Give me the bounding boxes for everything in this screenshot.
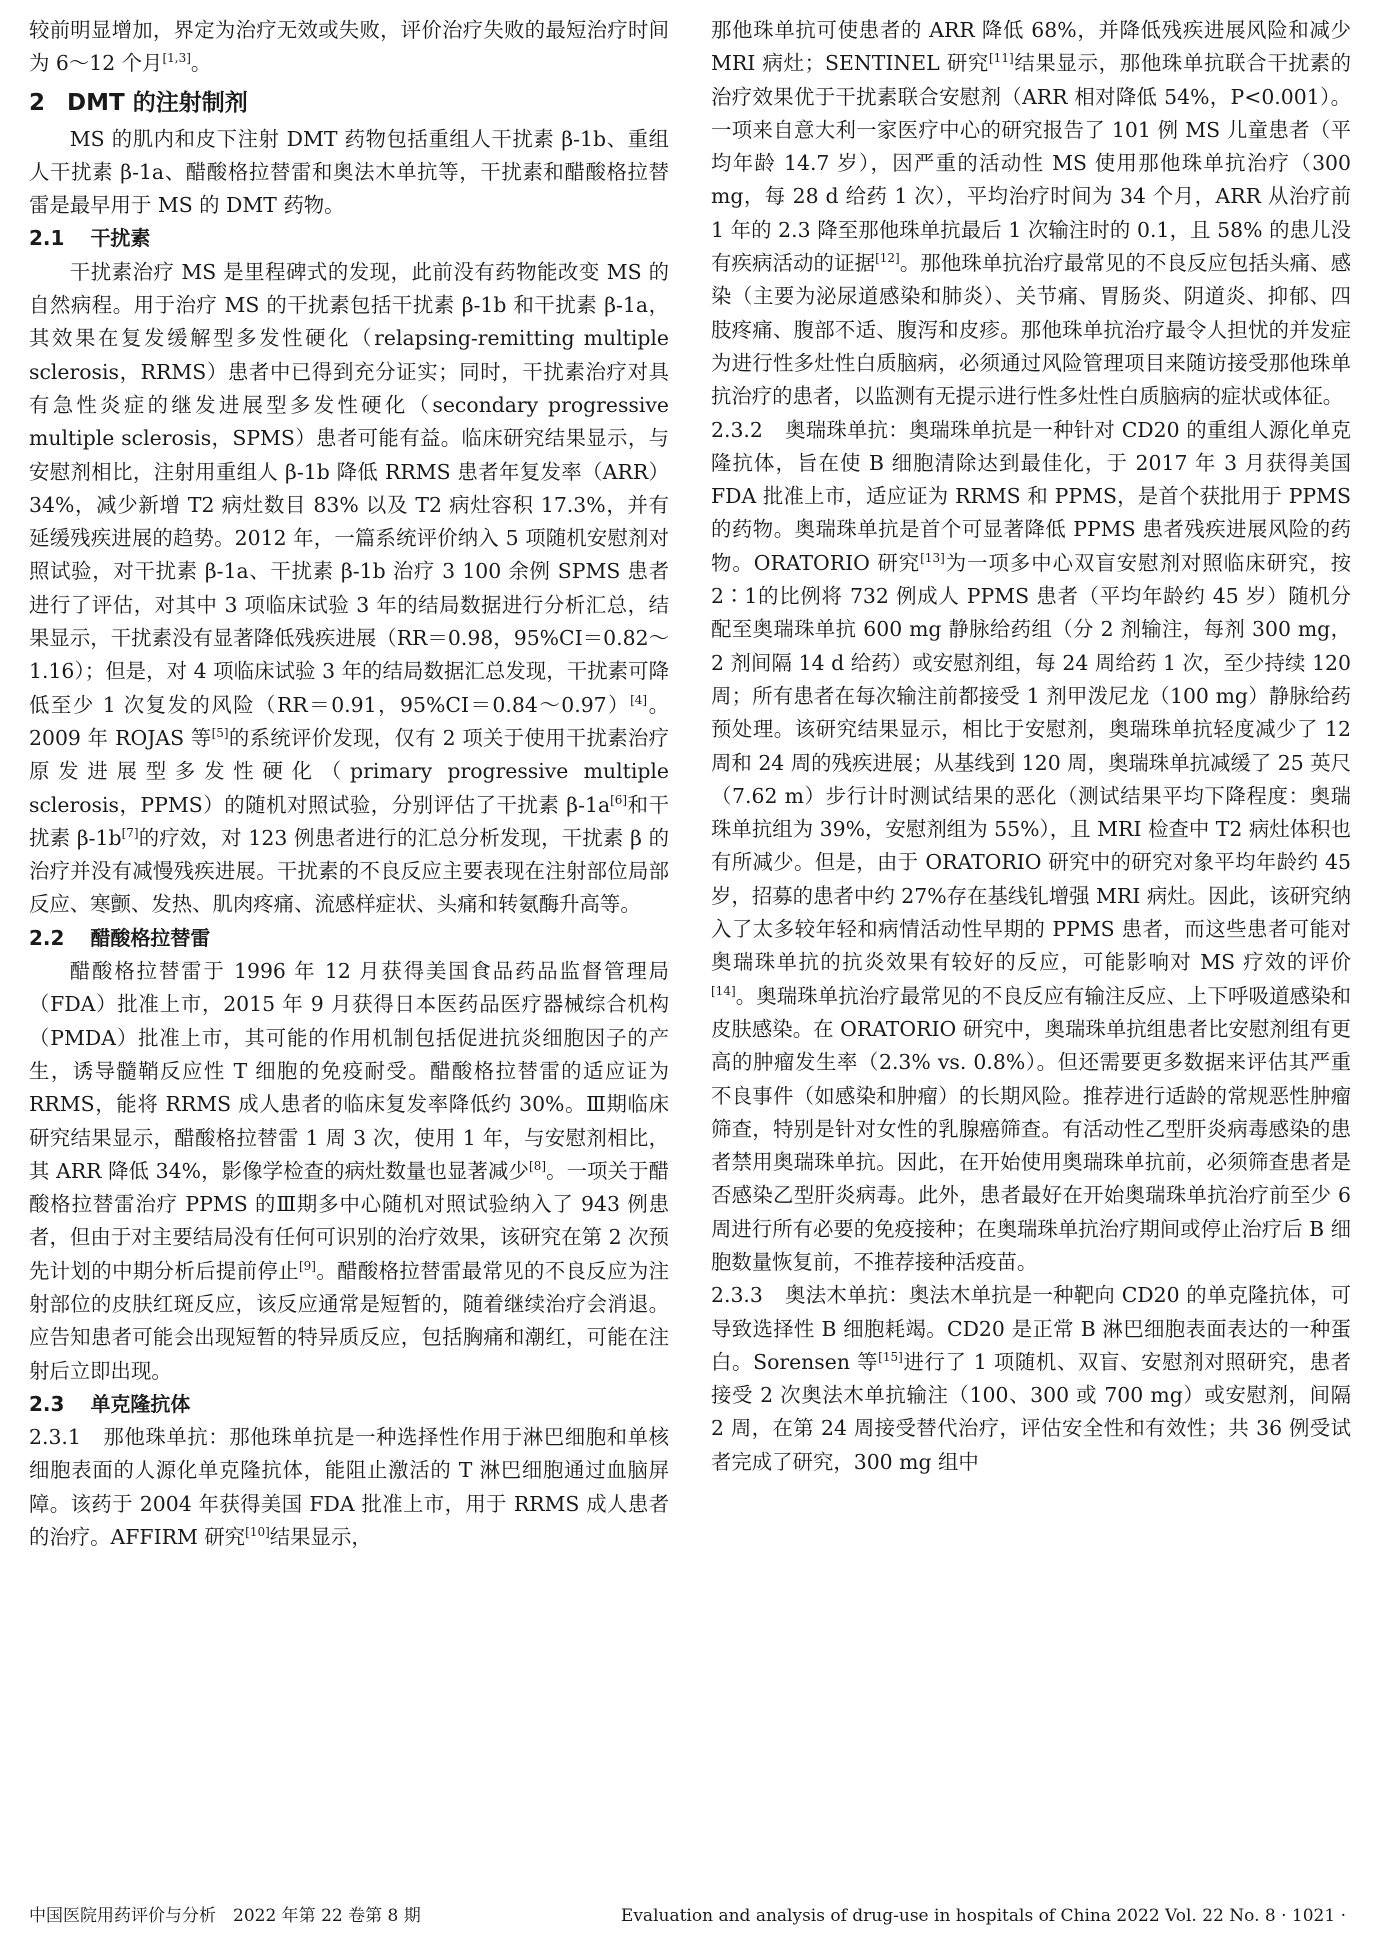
paragraph-interferon <box>29 256 669 922</box>
section-number: 2.3 <box>29 1391 65 1416</box>
text: 醋酸格拉替雷于 1996 年 12 月获得美国食品药品监督管理局（FDA）批准上市，2015 年 9 月获得日本医药品医疗器械综合机构（PMDA）批准上市，其可能的作用机制包括促进抗炎细胞因子的产生，诱导髓鞘反应性 T 细胞的免疫耐受。醋酸格拉替雷的适应证为 RRMS，能将 RRMS 成人患者的临床复发率降低约 30%。Ⅲ期临床研究结果显示，醋酸格拉替雷 1 周 3 次，使用 1 年，与安慰剂相比，其 ARR 降低 34%，影像学检查的病灶数量也显著减少 <box>29 959 669 1183</box>
text: 较前明显增加，界定为治疗无效或失败，评价治疗失败的最短治疗时间为 6～12 个月 <box>29 18 669 76</box>
citation: [13] <box>920 550 945 565</box>
right-column <box>711 14 1351 1479</box>
journal-name-cn: 中国医院用药评价与分析 2022 年第 22 卷第 8 期 <box>29 1906 421 1926</box>
section-number: 2.2 <box>29 925 65 950</box>
paragraph-dmt-intro: MS 的肌内和皮下注射 DMT 药物包括重组人干扰素 β-1b、重组人干扰素 β-1a、醋酸格拉替雷和奥法木单抗等，干扰素和醋酸格拉替雷是最早用于 MS 的 DMT 药物。 <box>29 126 669 218</box>
paragraph-ocrelizumab <box>711 414 1351 1280</box>
citation: [7] <box>121 826 139 841</box>
citation: [10] <box>245 1525 270 1540</box>
paragraph-natalizumab-cont <box>711 14 1351 414</box>
paragraph-natalizumab <box>29 1421 669 1554</box>
journal-name-en-page-number: Evaluation and analysis of drug-use in hospitals of China 2022 Vol. 22 No. 8 · 1021 · <box>620 1906 1346 1926</box>
text: 。2009 年 ROJAS 等 <box>29 692 670 750</box>
citation: [11] <box>989 51 1014 66</box>
page-footer <box>29 1902 1346 1930</box>
citation: [14] <box>711 983 736 998</box>
text: 和干扰素 β-1b <box>29 792 669 850</box>
subsection-number: 2.3.2 <box>711 417 763 442</box>
citation: [1,3] <box>162 51 191 66</box>
citation: [12] <box>875 251 900 266</box>
section-title: 醋酸格拉替雷 <box>90 925 211 950</box>
text: 结果显示， <box>269 1525 372 1550</box>
text: 的系统评价发现，仅有 2 项关于使用干扰素治疗原发进展型多发性硬化（primary progressive multiple sclerosis，PPMS）的随机对照试验，分别评估了干扰素 β-1a <box>29 725 669 817</box>
citation: [15] <box>878 1350 903 1365</box>
citation: [4] <box>630 692 648 707</box>
paragraph-glatiramer <box>29 955 669 1388</box>
section-title: 单克隆抗体 <box>90 1391 191 1416</box>
paragraph-ofatumumab <box>711 1279 1351 1479</box>
subsection-number: 2.3.3 <box>711 1283 763 1308</box>
citation: [6] <box>610 792 628 807</box>
section-number: 2 <box>29 89 46 116</box>
text: 。奥瑞珠单抗治疗最常见的不良反应有输注反应、上下呼吸道感染和皮肤感染。在 ORATORIO 研究中，奥瑞珠单抗组患者比安慰剂组有更高的肿瘤发生率（2.3% vs. 0.8%）。但还需要更多数据来评估其严重不良事件（如感染和肿瘤）的长期风险。推荐进行适龄的常规恶性肿瘤筛查，特别是针对女性的乳腺癌筛查。有活动性乙型肝炎病毒感染的患者禁用奥瑞珠单抗。因此，在开始使用奥瑞珠单抗前，必须筛查患者是否感染乙型肝炎病毒。此外，患者最好在开始奥瑞珠单抗治疗前至少 6 周进行所有必要的免疫接种；在奥瑞珠单抗治疗期间或停止治疗后 B 细胞数量恢复前，不推荐接种活疫苗。 <box>711 983 1351 1274</box>
citation: [9] <box>298 1258 316 1273</box>
text: 那他珠单抗：那他珠单抗是一种选择性作用于淋巴细胞和单核细胞表面的人源化单克隆抗体，能阻止激活的 T 淋巴细胞通过血脑屏障。该药于 2004 年获得美国 FDA 批准上市，用于 RRMS 成人患者的治疗。AFFIRM 研究 <box>29 1425 669 1550</box>
section-number: 2.1 <box>29 226 65 251</box>
text: 进行了 1 项随机、双盲、安慰剂对照研究，患者接受 2 次奥法木单抗输注（100、300 或 700 mg）或安慰剂，间隔 2 周，在第 24 周接受替代治疗，评估安全性和有效性；共 36 例受试者完成了研究，300 mg 组中 <box>711 1349 1351 1474</box>
text: 。那他珠单抗治疗最常见的不良反应包括头痛、感染（主要为泌尿道感染和肺炎）、关节痛、胃肠炎、阴道炎、抑郁、四肢疼痛、腹部不适、腹泻和皮疹。那他珠单抗治疗最令人担忧的并发症为进行性多灶性白质脑病，必须通过风险管理项目来随访接受那他珠单抗治疗的患者，以监测有无提示进行性多灶性白质脑病的症状或体征。 <box>711 251 1352 409</box>
left-column <box>29 14 669 1554</box>
subsection-number: 2.3.1 <box>29 1425 81 1450</box>
text: 奥瑞珠单抗：奥瑞珠单抗是一种针对 CD20 的重组人源化单克隆抗体，旨在使 B 细胞清除达到最佳化，于 2017 年 3 月获得美国 FDA 批准上市，适应证为 RRMS 和 PPMS，是首个获批用于 PPMS 的药物。奥瑞珠单抗是首个可显著降低 PPMS 患者残疾进展风险的药物。ORATORIO 研究 <box>711 417 1351 575</box>
citation: [8] <box>529 1159 547 1173</box>
text: 为一项多中心双盲安慰剂对照临床研究，按 2∶1的比例将 732 例成人 PPMS 患者（平均年龄约 45 岁）随机分配至奥瑞珠单抗 600 mg 静脉给药组（分 2 剂输注，每剂 300 mg，2 剂间隔 14 d 给药）或安慰剂组，每 24 周给药 1 次，至少持续 120 周；所有患者在每次输注前都接受 1 剂甲泼尼龙（100 mg）静脉给药预处理。该研究结果显示，相比于安慰剂，奥瑞珠单抗轻度减少了 12 周和 24 周的残疾进展；从基线到 120 周，奥瑞珠单抗减缓了 25 英尺（7.62 m）步行计时测试结果的恶化（测试结果平均下降程度：奥瑞珠单抗组为 39%，安慰剂组为 55%），且 MRI 检查中 T2 病灶体积也有所减少。但是，由于 ORATORIO 研究中的研究对象平均年龄约 45 岁，招募的患者中约 27%存在基线钆增强 MRI 病灶。因此，该研究纳入了太多较年轻和病情活动性早期的 PPMS 患者，而这些患者可能对奥瑞珠单抗的抗炎效果有较好的反应，可能影响对 MS 疗效的评价 <box>711 550 1351 975</box>
section-heading-2 <box>29 85 669 121</box>
section-title: 干扰素 <box>90 226 151 251</box>
section-heading-2-2 <box>29 922 669 955</box>
text: 的疗效，对 123 例患者进行的汇总分析发现，干扰素 β 的治疗并没有减慢残疾进展。干扰素的不良反应主要表现在注射部位局部反应、寒颤、发热、肌肉疼痛、流感样症状、头痛和转氨酶升高等。 <box>29 825 670 917</box>
section-heading-2-1 <box>29 222 669 255</box>
paragraph-continuation <box>29 14 669 81</box>
text: 那他珠单抗可使患者的 ARR 降低 68%，并降低残疾进展风险和减少 MRI 病灶；SENTINEL 研究 <box>711 18 1351 76</box>
text: 结果显示，那他珠单抗联合干扰素的治疗效果优于干扰素联合安慰剂（ARR 相对降低 54%，P<0.001）。一项来自意大利一家医疗中心的研究报告了 101 例 MS 儿童患者（平均年龄 14.7 岁），因严重的活动性 MS 使用那他珠单抗治疗（300 mg，每 28 d 给药 1 次），平均治疗时间为 34 个月，ARR 从治疗前 1 年的 2.3 降至那他珠单抗最后 1 次输注时的 0.1，且 58% 的患儿没有疾病活动的证据 <box>711 51 1352 276</box>
text: 。 <box>190 51 212 76</box>
text: 奥法木单抗：奥法木单抗是一种靶向 CD20 的单克隆抗体，可导致选择性 B 细胞耗竭。CD20 是正常 B 淋巴细胞表面表达的一种蛋白。Sorensen 等 <box>711 1283 1351 1374</box>
section-heading-2-3 <box>29 1388 669 1421</box>
text: 。醋酸格拉替雷最常见的不良反应为注射部位的皮肤红斑反应，该反应通常是短暂的，随着继续治疗会消退。应告知患者可能会出现短暂的特异质反应，包括胸痛和潮红，可能在注射后立即出现。 <box>29 1258 670 1383</box>
text: 。一项关于醋酸格拉替雷治疗 PPMS 的Ⅲ期多中心随机对照试验纳入了 943 例患者，但由于对主要结局没有任何可识别的治疗效果，该研究在第 2 次预先计划的中期分析后提前停止 <box>29 1158 670 1283</box>
section-title: DMT 的注射制剂 <box>67 89 248 116</box>
text: 干扰素治疗 MS 是里程碑式的发现，此前没有药物能改变 MS 的自然病程。用于治疗 MS 的干扰素包括干扰素 β-1b 和干扰素 β-1a，其效果在复发缓解型多发性硬化（relapsing-remitting multiple sclerosis，RRMS）患者中已得到充分证实；同时，干扰素治疗对具有急性炎症的继发进展型多发性硬化（secondary progressive multiple sclerosis，SPMS）患者可能有益。临床研究结果显示，与安慰剂相比，注射用重组人 β-1b 降低 RRMS 患者年复发率（ARR）34%，减少新增 T2 病灶数目 83% 以及 T2 病灶容积 17.3%，并有延缓残疾进展的趋势。2012 年，一篇系统评价纳入 5 项随机安慰剂对照试验，对干扰素 β-1a、干扰素 β-1b 治疗 3 100 余例 SPMS 患者进行了评估，对其中 3 项临床试验 3 年的结局数据进行分析汇总，结果显示，干扰素没有显著降低残疾进展（RR＝0.98，95%CI＝0.82～1.16）；但是，对 4 项临床试验 3 年的结局数据汇总发现，干扰素可降低至少 1 次复发的风险（RR＝0.91，95%CI＝0.84～0.97） <box>29 259 669 717</box>
citation: [5] <box>211 726 229 741</box>
